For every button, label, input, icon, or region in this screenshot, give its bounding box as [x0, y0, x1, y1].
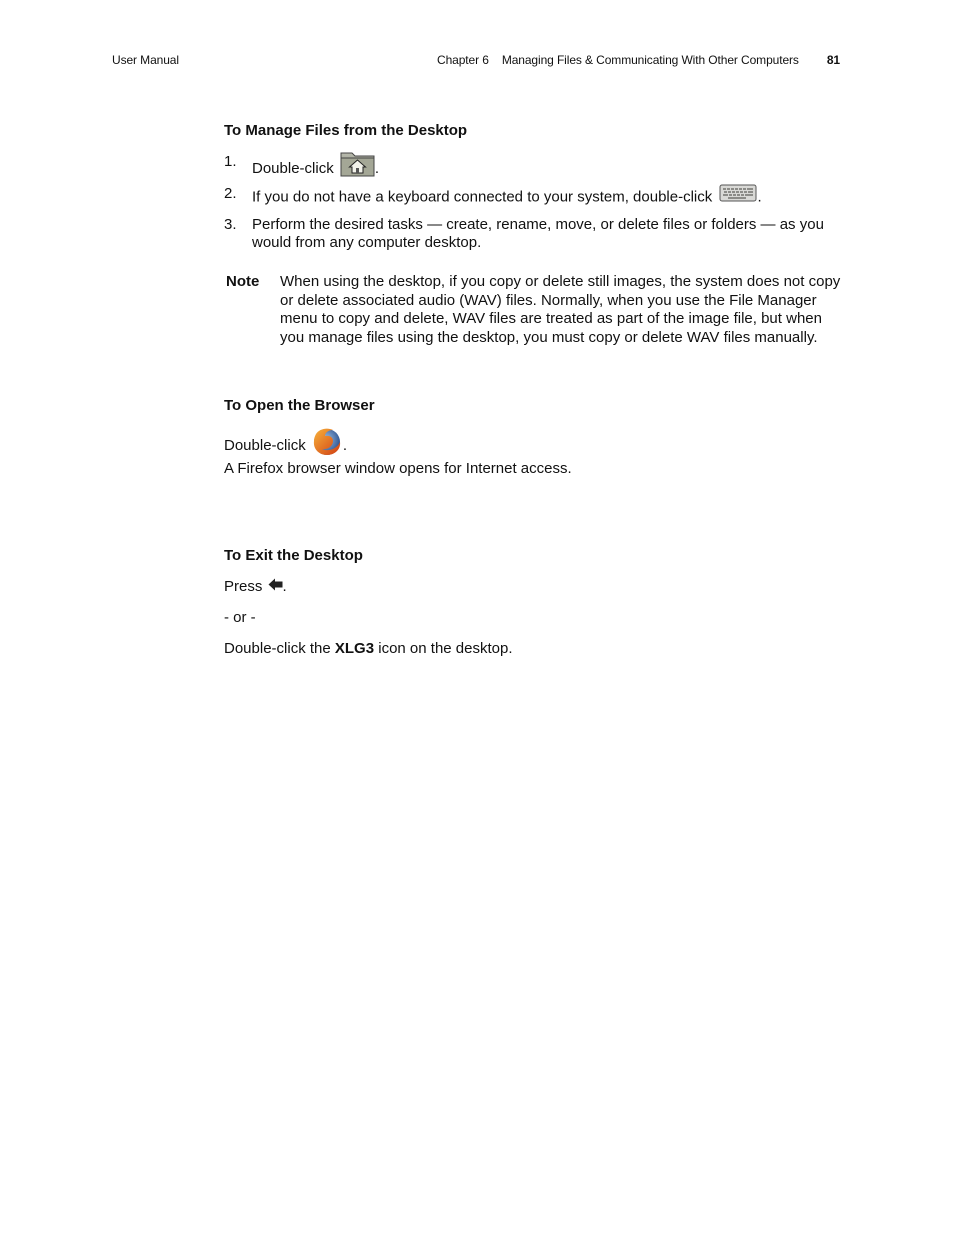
keyboard-icon	[719, 183, 757, 208]
heading-exit-desktop: To Exit the Desktop	[224, 547, 363, 564]
browser-instruction	[224, 429, 347, 463]
step-text: Perform the desired tasks — create, rename, move, or delete files or folders — as you would from any computer desktop.	[252, 216, 824, 251]
firefox-icon	[311, 427, 343, 461]
step-text-before: If you do not have a keyboard connected to your system, double-click	[252, 188, 713, 206]
heading-manage-files: To Manage Files from the Desktop	[224, 122, 468, 139]
browser-instruction-after: .	[342, 436, 348, 454]
page-number: 81	[826, 53, 840, 67]
header-section: Managing Files & Communicating With Other Computers	[501, 53, 799, 67]
note-text: When using the desktop, if you copy or delete still images, the system does not copy or delete associated audio (WAV) files. Normally, when you use the File Manager menu to copy and delete, WAV files are treated as part of the image file, but when you manage files using the desktop, you must copy or delete WAV files manually.	[280, 273, 841, 346]
exit-press-instruction	[224, 578, 287, 596]
step-text-after: .	[374, 159, 380, 177]
note-label: Note	[226, 273, 260, 290]
exit-press-before: Press	[224, 578, 263, 595]
heading-open-browser: To Open the Browser	[224, 397, 375, 414]
browser-instruction-before: Double-click	[224, 436, 306, 454]
running-header-left: User Manual	[112, 53, 179, 67]
running-header-right	[437, 53, 840, 67]
step-text	[252, 185, 844, 210]
home-folder-icon	[340, 150, 375, 182]
or-separator: - or -	[224, 609, 256, 626]
step-text-after: .	[757, 188, 762, 206]
exit-xlg3-after: icon on the desktop.	[378, 640, 513, 657]
step-text	[252, 153, 844, 185]
step-number: 2.	[224, 185, 237, 202]
step-text-before: Double-click	[252, 159, 334, 177]
xlg3-keyword: XLG3	[334, 640, 375, 657]
browser-description: A Firefox browser window opens for Internet access.	[224, 460, 572, 477]
header-chapter: Chapter 6	[437, 53, 489, 67]
back-arrow-icon	[268, 578, 283, 595]
step-number: 1.	[224, 153, 237, 170]
exit-xlg3-before: Double-click the	[224, 640, 331, 657]
exit-press-after: .	[282, 578, 287, 595]
exit-xlg3-instruction	[224, 640, 513, 657]
step-number: 3.	[224, 216, 237, 233]
